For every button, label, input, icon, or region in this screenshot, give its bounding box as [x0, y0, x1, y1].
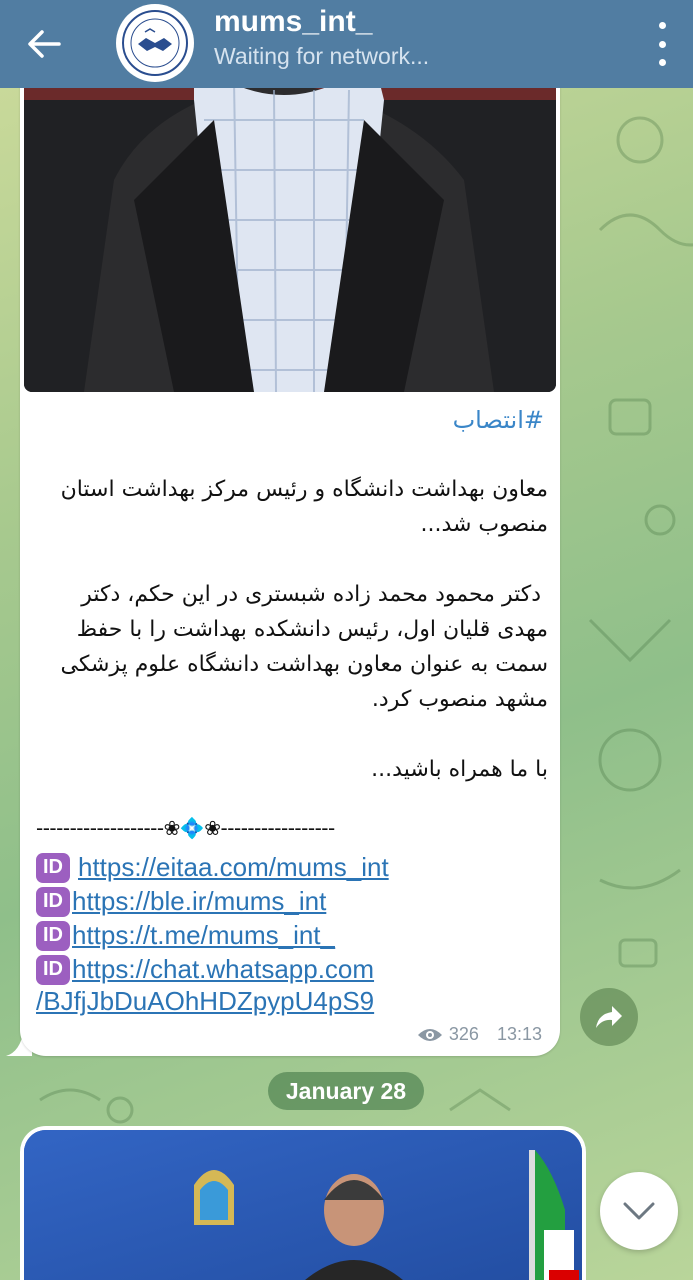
back-button[interactable]: [0, 0, 88, 88]
more-vertical-icon: [659, 22, 666, 29]
chat-title[interactable]: mums_int_: [214, 5, 373, 38]
share-arrow-icon: [594, 1004, 624, 1030]
link-row: [36, 886, 326, 917]
bale-link[interactable]: https://ble.ir/mums_int: [72, 886, 327, 916]
message-bubble[interactable]: [20, 1126, 586, 1280]
message-meta: [417, 1024, 542, 1045]
photo-portrait: [24, 60, 556, 392]
scroll-down-button[interactable]: [600, 1172, 678, 1250]
hashtag-link[interactable]: #انتصاب: [452, 406, 544, 434]
message-time: 13:13: [496, 1024, 542, 1044]
share-button[interactable]: [580, 988, 638, 1046]
link-row: [36, 852, 389, 883]
chat-header: [0, 0, 693, 88]
view-count: 326: [448, 1024, 479, 1044]
date-separator: January 28: [268, 1072, 424, 1110]
more-menu-button[interactable]: [653, 20, 671, 68]
connection-status: Waiting for network...: [214, 43, 430, 69]
message-photo[interactable]: [24, 1130, 582, 1280]
photo-conference: [24, 1130, 582, 1280]
link-row: [36, 954, 374, 985]
id-badge-icon: ID: [36, 921, 70, 951]
telegram-link[interactable]: https://t.me/mums_int_: [72, 920, 335, 950]
eitaa-link[interactable]: https://eitaa.com/mums_int: [78, 852, 389, 882]
id-badge-icon: ID: [36, 955, 70, 985]
arrow-left-icon: [27, 29, 61, 59]
whatsapp-link-continued[interactable]: /BJfjJbDuAOhHDZpypU4pS9: [36, 986, 375, 1016]
link-row: [36, 920, 335, 951]
message-bubble[interactable]: [20, 60, 560, 1056]
channel-logo: [120, 8, 190, 78]
id-badge-icon: ID: [36, 853, 70, 883]
message-photo[interactable]: [24, 60, 556, 392]
id-badge-icon: ID: [36, 887, 70, 917]
whatsapp-link[interactable]: https://chat.whatsapp.com: [72, 954, 375, 984]
divider-line: -------------------❀💠❀-----------------: [36, 816, 335, 840]
chevron-down-icon: [622, 1201, 656, 1221]
channel-avatar[interactable]: [116, 4, 194, 82]
eye-icon: [417, 1027, 443, 1043]
message-text: معاون بهداشت دانشگاه و رئیس مرکز بهداشت استان منصوب شد... دکتر محمود محمد زاده شبستری در این حکم، دکتر مهدی قلیان اول، رئیس دانشکده بهداشت را با حفظ سمت به عنوان معاون بهداشت دانشگاه علوم پزشکی مشهد منصوب کرد. با ما همراه باشید...: [60, 477, 548, 782]
